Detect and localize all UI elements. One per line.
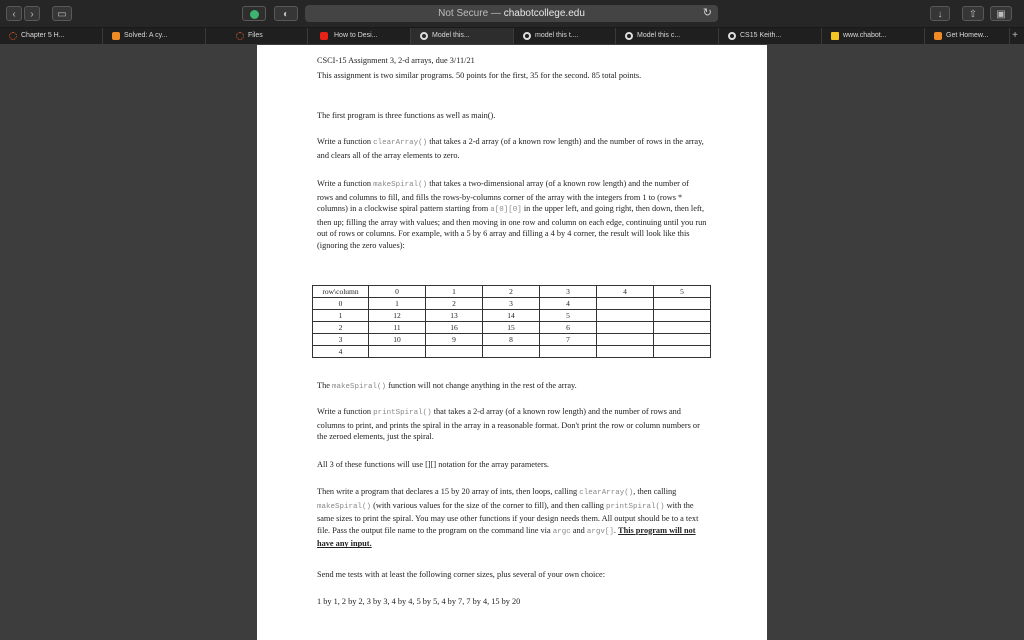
table-cell	[597, 310, 654, 322]
chegg-icon	[625, 32, 633, 40]
reload-icon[interactable]: ↻	[702, 7, 712, 19]
tab-chapter5[interactable]: Chapter 5 H...	[0, 28, 103, 44]
table-cell	[597, 322, 654, 334]
tabs-overview-icon[interactable]: ▣	[990, 6, 1012, 21]
table-cell: 9	[426, 334, 483, 346]
not-secure-label: Not Secure —	[438, 8, 501, 19]
tab-favicon-icon	[934, 32, 942, 40]
youtube-icon	[320, 32, 328, 40]
notation-text: All 3 of these functions will use [][] notation for the array parameters.	[317, 460, 550, 469]
tab-get-homework[interactable]: Get Homew...	[925, 28, 1010, 44]
chegg-icon	[728, 32, 736, 40]
table-row	[313, 322, 711, 334]
tab-cs15[interactable]: CS15 Keith...	[719, 28, 822, 44]
table-cell	[597, 298, 654, 310]
table-header-cell: row\column	[313, 286, 369, 298]
tab-model-this-3[interactable]: Model this c...	[616, 28, 719, 44]
table-cell: 5	[540, 310, 597, 322]
tab-chabot[interactable]: www.chabot...	[822, 28, 925, 44]
print-spiral-paragraph: Write a function printSpiral() that takes a 2-d array (of a known row length) and the number of rows and columns to print, and prints the spiral in the array in a reasonable format. Don't print the row or column numbers or the zeroed elements, just the spiral.	[317, 407, 700, 442]
tab-favicon-icon	[112, 32, 120, 40]
tab-favicon-icon	[9, 32, 17, 40]
document-page	[257, 45, 767, 640]
table-cell: 6	[540, 322, 597, 334]
spiral-note: The makeSpiral() function will not change anything in the rest of the array.	[317, 381, 577, 391]
table-header-row	[313, 286, 711, 298]
back-button[interactable]: ‹	[6, 6, 22, 21]
table-cell: 2	[313, 322, 369, 334]
table-cell: 4	[313, 346, 369, 358]
browser-toolbar	[0, 0, 1024, 28]
table-cell: 14	[483, 310, 540, 322]
table-cell: 12	[369, 310, 426, 322]
table-cell: 3	[313, 334, 369, 346]
table-cell: 1	[369, 298, 426, 310]
table-row	[313, 334, 711, 346]
download-icon[interactable]: ↓	[930, 6, 950, 21]
address-host: chabotcollege.edu	[503, 8, 585, 19]
tab-favicon-icon	[831, 32, 839, 40]
table-cell: 7	[540, 334, 597, 346]
table-cell: 8	[483, 334, 540, 346]
table-cell: 4	[540, 298, 597, 310]
tab-favicon-icon	[236, 32, 244, 40]
tab-how-to-design[interactable]: How to Desi...	[308, 28, 411, 44]
intro-text: This assignment is two similar programs. 50 points for the first, 35 for the second. 85 total points.	[317, 71, 642, 80]
table-header-cell: 0	[369, 286, 426, 298]
table-cell: 10	[369, 334, 426, 346]
sidebar-toggle-icon[interactable]: ▭	[52, 6, 72, 21]
table-cell	[540, 346, 597, 358]
tab-files[interactable]: Files	[206, 28, 308, 44]
forward-button[interactable]: ›	[24, 6, 40, 21]
program-paragraph: Then write a program that declares a 15 by 20 array of ints, then loops, calling clearArray(), then calling makeSpiral() (with various values for the size of the corner to fill), and then calling printSpiral() with the same sizes to print the spiral. You may use other functions if your design needs them. All output should be to a text file. Pass the output file name to the program on the command line via argc and argv[]. This program will not have any input.	[317, 487, 699, 549]
table-cell	[654, 298, 711, 310]
clear-array-paragraph: Write a function clearArray() that takes a 2-d array (of a known row length) and the number of rows in the array, and clears all of the array elements to zero.	[317, 137, 704, 160]
make-spiral-paragraph: Write a function makeSpiral() that takes a two-dimensional array (of a known row length) and the number of rows and columns to fill, and fills the rows-by-columns corner of the array with the integers from 1 to (rows * columns) in a clockwise spiral pattern starting from a[0][0] in the upper left, and going right, then down, then left, then up; filling the array with values; and then moving in one row and column on each edge, continuing until you run out of rows or columns. For example, with a 5 by 6 array and filling a 4 by 4 corner, the result will look like this (ignoring the zero values):	[317, 179, 707, 250]
table-header-cell: 3	[540, 286, 597, 298]
tab-model-this-2[interactable]: model this t....	[514, 28, 616, 44]
page-title: CSCI-15 Assignment 3, 2-d arrays, due 3/11/21	[317, 56, 475, 65]
new-tab-button[interactable]: +	[1012, 30, 1018, 41]
table-cell	[483, 346, 540, 358]
table-cell	[654, 346, 711, 358]
table-cell: 11	[369, 322, 426, 334]
table-header-cell: 1	[426, 286, 483, 298]
table-header-cell: 5	[654, 286, 711, 298]
chegg-icon	[420, 32, 428, 40]
first-program-text: The first program is three functions as well as main().	[317, 111, 496, 120]
table-row	[313, 298, 711, 310]
extension-icon[interactable]	[242, 6, 266, 21]
table-cell: 3	[483, 298, 540, 310]
tab-bar	[0, 28, 1024, 44]
table-cell	[426, 346, 483, 358]
spiral-table	[312, 285, 711, 358]
tab-solved[interactable]: Solved: A cy...	[103, 28, 206, 44]
send-tests-text: Send me tests with at least the following corner sizes, plus several of your own choice:	[317, 570, 606, 579]
table-cell: 1	[313, 310, 369, 322]
table-cell: 2	[426, 298, 483, 310]
table-cell	[654, 334, 711, 346]
tab-model-this-1[interactable]: Model this...	[411, 28, 514, 44]
table-row	[313, 310, 711, 322]
table-cell	[597, 334, 654, 346]
table-cell: 16	[426, 322, 483, 334]
table-cell: 15	[483, 322, 540, 334]
table-cell	[597, 346, 654, 358]
table-cell	[654, 322, 711, 334]
address-bar[interactable]	[305, 5, 718, 22]
table-cell: 13	[426, 310, 483, 322]
table-header-cell: 2	[483, 286, 540, 298]
shield-icon[interactable]: ◐	[274, 6, 298, 21]
table-header-cell: 4	[597, 286, 654, 298]
table-row	[313, 346, 711, 358]
table-cell	[654, 310, 711, 322]
chegg-icon	[523, 32, 531, 40]
table-cell	[369, 346, 426, 358]
corner-sizes-text: 1 by 1, 2 by 2, 3 by 3, 4 by 4, 5 by 5, 4 by 7, 7 by 4, 15 by 20	[317, 597, 521, 606]
share-icon[interactable]: ⇧	[962, 6, 984, 21]
table-cell: 0	[313, 298, 369, 310]
no-input-note: This program will not have any input.	[317, 525, 696, 549]
